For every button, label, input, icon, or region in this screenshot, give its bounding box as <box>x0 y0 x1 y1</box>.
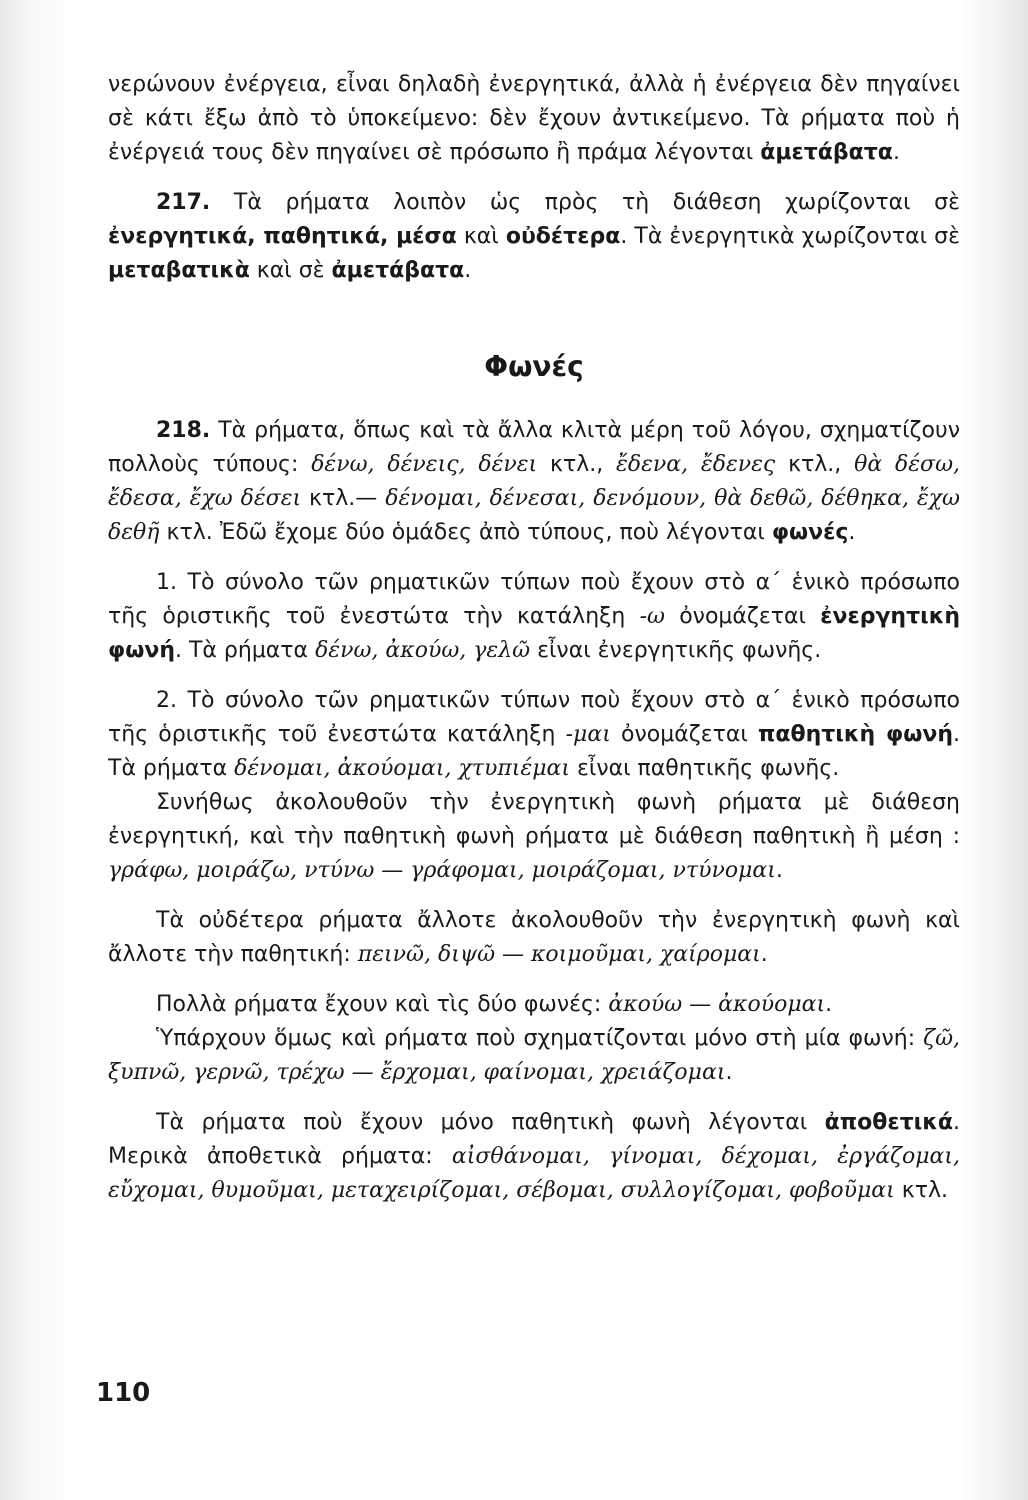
term-transitive: μεταβατικὰ <box>108 258 250 283</box>
example-forms: δένω, δένεις, δένει <box>311 452 538 477</box>
example-forms: ἔδενα, ἔδενες <box>616 452 776 477</box>
text-run: εἶναι παθητικῆς φωνῆς. <box>570 756 840 781</box>
example-verbs: γράφω, μοιράζω, ντύνω — γράφομαι, μοιράζομαι, ντύνομαι <box>108 858 776 883</box>
paragraph-intro <box>108 68 960 170</box>
paragraph-218 <box>108 414 960 550</box>
example-verbs: ἀκούω — ἀκούομαι <box>608 992 826 1017</box>
text-body <box>108 68 960 1208</box>
text-run: ὀνομάζεται <box>610 722 758 747</box>
text-run: κτλ. <box>894 1178 948 1203</box>
text-run: Πολλὰ ρήματα ἔχουν καὶ τὶς δύο φωνές: <box>156 992 609 1017</box>
text-run: . <box>892 140 900 165</box>
text-run: . Τὰ ἐνεργητικὰ χωρίζονται σὲ <box>620 224 960 249</box>
text-run: εἶναι ἐνεργητικῆς φωνῆς. <box>530 638 822 663</box>
text-run: . Μερικὰ ἀποθετικὰ ρήματα: <box>108 1110 960 1169</box>
ending: -μαι <box>565 722 611 747</box>
text-run: κτλ., <box>537 452 617 477</box>
term-voices: φωνές <box>771 520 849 545</box>
text-run: . Τὰ ρήματα <box>174 638 316 663</box>
example-forms: θὰ δέσω, ἔδεσα, ἔχω δέσει <box>108 452 960 511</box>
page-number: 110 <box>96 1378 151 1408</box>
section-heading: Φωνές <box>484 350 584 383</box>
text-run: Ὑπάρχουν ὅμως καὶ ρήματα ποὺ σχηματίζονται μόνο στὴ μία φωνή: <box>156 1026 924 1051</box>
text-run: . <box>775 858 783 883</box>
paragraph-number: 218. <box>156 418 211 443</box>
text-run: . <box>848 520 856 545</box>
text-run: 1. Τὸ σύνολο τῶν ρηματικῶν τύπων ποὺ ἔχουν στὸ α΄ ἑνικὸ πρόσωπο τῆς ὁριστικῆς τοῦ ἐνεστώτα τὴν κατάληξη <box>108 570 960 629</box>
paragraph-217 <box>108 186 960 288</box>
text-run: . <box>825 992 833 1017</box>
text-run: . Τὰ ρήματα <box>108 722 960 781</box>
term-active-voice: ἐνεργητικὴ φωνή <box>108 604 960 663</box>
ending: -ω <box>639 604 665 629</box>
term-voices: ἐνεργητικά, παθητικά, μέσα <box>108 224 457 249</box>
example-verbs: ζῶ, ξυπνῶ, γερνῶ, τρέχω — ἔρχομαι, φαίνομαι, χρειάζομαι <box>108 1026 960 1085</box>
paragraph-neuter <box>108 904 960 972</box>
text-run: . <box>760 942 768 967</box>
example-forms: δένομαι, δένεσαι, δενόμουν, θὰ δεθῶ, δέθηκα, ἔχω δεθῆ <box>108 486 960 545</box>
item-active-voice <box>108 566 960 668</box>
text-run: . <box>725 1060 733 1085</box>
text-run: κτλ.— <box>301 486 386 511</box>
text-run: Τὰ ρήματα, ὅπως καὶ τὰ ἄλλα κλιτὰ μέρη τοῦ λόγου, σχηματίζουν πολλοὺς τύπους: <box>108 418 960 477</box>
paragraph-deponent <box>108 1106 960 1208</box>
text-run: καὶ <box>456 224 506 249</box>
text-run: καὶ σὲ <box>249 258 332 283</box>
text-run: κτλ., <box>775 452 855 477</box>
paragraph-both-voices <box>108 988 960 1022</box>
term-neuter: οὐδέτερα <box>505 224 621 249</box>
item-passive-voice <box>108 684 960 786</box>
term-deponent: ἀποθετικά <box>824 1110 953 1135</box>
text-run: ὀνομάζεται <box>664 604 821 629</box>
term-passive-voice: παθητικὴ φωνή <box>757 722 953 747</box>
text-run: . <box>464 258 472 283</box>
example-verbs: δένομαι, ἀκούομαι, χτυπιέμαι <box>234 756 570 781</box>
text-run: νερώνουν ἐνέργεια, εἶναι δηλαδὴ ἐνεργητικά, ἀλλὰ ἡ ἐνέργεια δὲν πηγαίνει σὲ κάτι ἔξω ἀπὸ τὸ ὑποκείμενο: δὲν ἔχουν ἀντικείμενο. Τὰ ρήματα ποὺ ἡ ἐνέργειά τους δὲν πηγαίνει σὲ πρόσωπο ἢ πράμα λέγονται <box>108 72 960 165</box>
example-verbs: δένω, ἀκούω, γελῶ <box>315 638 531 663</box>
paragraph-number: 217. <box>156 190 211 215</box>
text-run: 2. Τὸ σύνολο τῶν ρηματικῶν τύπων ποὺ ἔχουν στὸ α΄ ἑνικὸ πρόσωπο τῆς ὁριστικῆς τοῦ ἐνεστώτα κατάληξη <box>108 688 960 747</box>
example-verbs: αἰσθάνομαι, γίνομαι, δέχομαι, ἐργάζομαι, εὔχομαι, θυμοῦμαι, μεταχειρίζομαι, σέβομαι, συλλογίζομαι, φοβοῦμαι <box>108 1144 960 1203</box>
text-run: Τὰ οὐδέτερα ρήματα ἄλλοτε ἀκολουθοῦν τὴν ἐνεργητικὴ φωνὴ καὶ ἄλλοτε τὴν παθητική: <box>108 908 960 967</box>
text-run: Συνήθως ἀκολουθοῦν τὴν ἐνεργητικὴ φωνὴ ρήματα μὲ διάθεση ἐνεργητική, καὶ τὴν παθητικὴ φωνὴ ρήματα μὲ διάθεση παθητικὴ ἢ μέση : <box>108 790 960 849</box>
text-run: Τὰ ρήματα λοιπὸν ὡς πρὸς τὴ διάθεση χωρίζονται σὲ <box>210 190 960 215</box>
example-verbs: πεινῶ, διψῶ — κοιμοῦμαι, χαίρομαι <box>357 942 761 967</box>
text-run: κτλ. Ἐδῶ ἔχομε δύο ὁμάδες ἀπὸ τύπους, ποὺ λέγονται <box>159 520 772 545</box>
term-intransitive: ἀμετάβατα <box>331 258 465 283</box>
paragraph-one-voice <box>108 1022 960 1090</box>
paragraph-usual <box>108 786 960 888</box>
text-run: Τὰ ρήματα ποὺ ἔχουν μόνο παθητικὴ φωνὴ λέγονται <box>156 1110 825 1135</box>
term-intransitive: ἀμετάβατα <box>760 140 893 165</box>
